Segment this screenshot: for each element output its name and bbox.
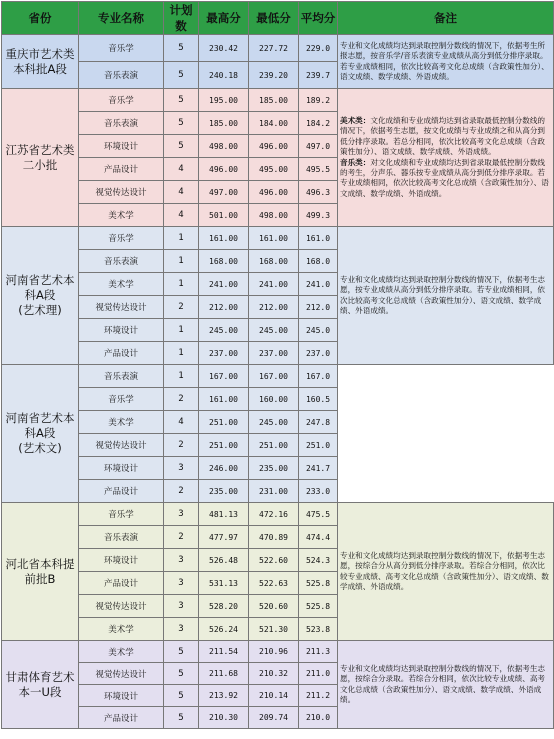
major-cell: 美术学 xyxy=(79,204,164,227)
avg-cell: 496.3 xyxy=(299,181,338,204)
major-cell: 视觉传达设计 xyxy=(79,595,164,618)
min-cell: 241.00 xyxy=(249,273,299,296)
max-cell: 501.00 xyxy=(199,204,249,227)
header-row xyxy=(2,2,554,35)
plan-cell: 3 xyxy=(164,549,199,572)
avg-cell: 211.2 xyxy=(299,685,338,707)
plan-cell: 5 xyxy=(164,112,199,135)
table-row xyxy=(2,388,554,411)
min-cell: 245.00 xyxy=(249,411,299,434)
group-henan-arts xyxy=(2,365,554,503)
max-cell: 251.00 xyxy=(199,434,249,457)
table-row xyxy=(2,457,554,480)
major-cell: 产品设计 xyxy=(79,158,164,181)
header-note: 备注 xyxy=(338,2,554,35)
note-title: 美术类： xyxy=(340,115,371,125)
min-cell: 245.00 xyxy=(249,319,299,342)
avg-cell: 251.0 xyxy=(299,434,338,457)
min-cell: 239.20 xyxy=(249,62,299,89)
avg-cell: 497.0 xyxy=(299,135,338,158)
avg-cell: 474.4 xyxy=(299,526,338,549)
admission-score-table xyxy=(1,1,554,729)
table-row xyxy=(2,411,554,434)
avg-cell: 211.0 xyxy=(299,663,338,685)
max-cell: 237.00 xyxy=(199,342,249,365)
min-cell: 522.60 xyxy=(249,549,299,572)
major-cell: 音乐表演 xyxy=(79,365,164,388)
max-cell: 230.42 xyxy=(199,35,249,62)
avg-cell: 210.0 xyxy=(299,707,338,729)
major-cell: 音乐表演 xyxy=(79,62,164,89)
plan-cell: 1 xyxy=(164,227,199,250)
max-cell: 497.00 xyxy=(199,181,249,204)
avg-cell: 237.0 xyxy=(299,342,338,365)
note-text: 对文化成绩和专业成绩均达到省录取最低控制分数线的考生，分声乐、器乐按专业成绩从高分到低分排序录取。若专业成绩相同，依次比较高考文化总成绩（含政策性加分）、语文成绩、数学成绩、外语成绩。 xyxy=(340,157,549,198)
avg-cell: 233.0 xyxy=(299,480,338,503)
plan-cell: 5 xyxy=(164,707,199,729)
plan-cell: 5 xyxy=(164,685,199,707)
major-cell: 音乐学 xyxy=(79,89,164,112)
min-cell: 495.00 xyxy=(249,158,299,181)
major-cell: 音乐学 xyxy=(79,35,164,62)
max-cell: 251.00 xyxy=(199,411,249,434)
avg-cell: 167.0 xyxy=(299,365,338,388)
plan-cell: 5 xyxy=(164,663,199,685)
max-cell: 211.68 xyxy=(199,663,249,685)
avg-cell: 247.8 xyxy=(299,411,338,434)
min-cell: 184.00 xyxy=(249,112,299,135)
group-henan-science xyxy=(2,227,554,365)
max-cell: 531.13 xyxy=(199,572,249,595)
max-cell: 161.00 xyxy=(199,227,249,250)
max-cell: 246.00 xyxy=(199,457,249,480)
min-cell: 160.00 xyxy=(249,388,299,411)
max-cell: 235.00 xyxy=(199,480,249,503)
plan-cell: 3 xyxy=(164,572,199,595)
avg-cell: 241.7 xyxy=(299,457,338,480)
table-row xyxy=(2,434,554,457)
max-cell: 526.48 xyxy=(199,549,249,572)
header-province: 省份 xyxy=(2,2,79,35)
province-cell: 河南省艺术本 科A段 (艺术理) xyxy=(2,227,79,365)
max-cell: 213.92 xyxy=(199,685,249,707)
plan-cell: 5 xyxy=(164,641,199,663)
plan-cell: 3 xyxy=(164,595,199,618)
major-cell: 环境设计 xyxy=(79,685,164,707)
major-cell: 环境设计 xyxy=(79,457,164,480)
major-cell: 环境设计 xyxy=(79,319,164,342)
max-cell: 168.00 xyxy=(199,250,249,273)
major-cell: 美术学 xyxy=(79,273,164,296)
header-avg: 平均分 xyxy=(299,2,338,35)
max-cell: 195.00 xyxy=(199,89,249,112)
plan-cell: 4 xyxy=(164,411,199,434)
table-row xyxy=(2,480,554,503)
note-title: 音乐类： xyxy=(340,157,371,167)
max-cell: 496.00 xyxy=(199,158,249,181)
plan-cell: 5 xyxy=(164,89,199,112)
note-cell xyxy=(338,89,554,227)
max-cell: 211.54 xyxy=(199,641,249,663)
major-cell: 视觉传达设计 xyxy=(79,663,164,685)
avg-cell: 524.3 xyxy=(299,549,338,572)
avg-cell: 168.0 xyxy=(299,250,338,273)
avg-cell: 241.0 xyxy=(299,273,338,296)
plan-cell: 5 xyxy=(164,135,199,158)
header-max: 最高分 xyxy=(199,2,249,35)
min-cell: 521.30 xyxy=(249,618,299,641)
major-cell: 音乐表演 xyxy=(79,526,164,549)
group-jiangsu xyxy=(2,89,554,227)
plan-cell: 2 xyxy=(164,526,199,549)
avg-cell: 239.7 xyxy=(299,62,338,89)
avg-cell: 212.0 xyxy=(299,296,338,319)
min-cell: 235.00 xyxy=(249,457,299,480)
major-cell: 美术学 xyxy=(79,641,164,663)
note-cell: 专业和文化成绩均达到录取控制分数线的情况下，依据考生志愿，按专业成绩从高分到低分排序录取。若专业成绩相同，依次比较高考文化总成绩（含政策性加分）、语文成绩、数学成绩、外语成绩。 xyxy=(338,227,554,365)
plan-cell: 1 xyxy=(164,319,199,342)
plan-cell: 2 xyxy=(164,480,199,503)
major-cell: 产品设计 xyxy=(79,707,164,729)
group-chongqing xyxy=(2,35,554,89)
avg-cell: 495.5 xyxy=(299,158,338,181)
plan-cell: 1 xyxy=(164,250,199,273)
major-cell: 产品设计 xyxy=(79,572,164,595)
plan-cell: 2 xyxy=(164,296,199,319)
province-cell: 江苏省艺术类二小批 xyxy=(2,89,79,227)
table-row xyxy=(2,365,554,388)
header-major: 专业名称 xyxy=(79,2,164,35)
major-cell: 音乐学 xyxy=(79,388,164,411)
avg-cell: 499.3 xyxy=(299,204,338,227)
plan-cell: 3 xyxy=(164,618,199,641)
avg-cell: 160.5 xyxy=(299,388,338,411)
avg-cell: 245.0 xyxy=(299,319,338,342)
plan-cell: 1 xyxy=(164,342,199,365)
min-cell: 185.00 xyxy=(249,89,299,112)
plan-cell: 1 xyxy=(164,273,199,296)
min-cell: 167.00 xyxy=(249,365,299,388)
header-min: 最低分 xyxy=(249,2,299,35)
min-cell: 209.74 xyxy=(249,707,299,729)
plan-cell: 1 xyxy=(164,365,199,388)
max-cell: 526.24 xyxy=(199,618,249,641)
major-cell: 视觉传达设计 xyxy=(79,296,164,319)
min-cell: 496.00 xyxy=(249,181,299,204)
max-cell: 498.00 xyxy=(199,135,249,158)
table-row xyxy=(2,89,554,112)
major-cell: 美术学 xyxy=(79,618,164,641)
plan-cell: 4 xyxy=(164,158,199,181)
table-row xyxy=(2,35,554,62)
avg-cell: 523.8 xyxy=(299,618,338,641)
major-cell: 视觉传达设计 xyxy=(79,434,164,457)
avg-cell: 525.8 xyxy=(299,595,338,618)
min-cell: 168.00 xyxy=(249,250,299,273)
major-cell: 美术学 xyxy=(79,411,164,434)
min-cell: 210.14 xyxy=(249,685,299,707)
min-cell: 522.63 xyxy=(249,572,299,595)
major-cell: 产品设计 xyxy=(79,480,164,503)
header-plan: 计划数 xyxy=(164,2,199,35)
avg-cell: 211.3 xyxy=(299,641,338,663)
major-cell: 环境设计 xyxy=(79,549,164,572)
max-cell: 481.13 xyxy=(199,503,249,526)
plan-cell: 5 xyxy=(164,35,199,62)
max-cell: 210.30 xyxy=(199,707,249,729)
min-cell: 470.89 xyxy=(249,526,299,549)
avg-cell: 184.2 xyxy=(299,112,338,135)
note-cell: 专业和文化成绩均达到录取控制分数线的情况下，依据考生志愿，按综合分从高分到低分排序录取。若综合分相同，依次比较专业成绩、高考文化总成绩（含政策性加分）、语文成绩、数学成绩、外语成绩。 xyxy=(338,503,554,641)
major-cell: 音乐表演 xyxy=(79,250,164,273)
min-cell: 212.00 xyxy=(249,296,299,319)
max-cell: 477.97 xyxy=(199,526,249,549)
max-cell: 185.00 xyxy=(199,112,249,135)
plan-cell: 5 xyxy=(164,62,199,89)
avg-cell: 229.0 xyxy=(299,35,338,62)
plan-cell: 2 xyxy=(164,434,199,457)
min-cell: 210.96 xyxy=(249,641,299,663)
note-text: 文化成绩和专业成绩均达到省录取最低控制分数线的情况下，依据考生志愿，按文化成绩与专业成绩之和从高分到低分排序录取。若总分相同，依次比较高考文化总成绩（含政策性加分）、语文成绩、数学成绩、外语成绩。 xyxy=(340,115,546,157)
table-row xyxy=(2,227,554,250)
max-cell: 240.18 xyxy=(199,62,249,89)
avg-cell: 189.2 xyxy=(299,89,338,112)
province-cell: 重庆市艺术类本科批A段 xyxy=(2,35,79,89)
major-cell: 音乐学 xyxy=(79,227,164,250)
group-hebei xyxy=(2,503,554,641)
min-cell: 237.00 xyxy=(249,342,299,365)
major-cell: 视觉传达设计 xyxy=(79,181,164,204)
max-cell: 161.00 xyxy=(199,388,249,411)
avg-cell: 525.8 xyxy=(299,572,338,595)
min-cell: 472.16 xyxy=(249,503,299,526)
min-cell: 231.00 xyxy=(249,480,299,503)
max-cell: 212.00 xyxy=(199,296,249,319)
province-cell: 河北省本科提 前批B xyxy=(2,503,79,641)
avg-cell: 161.0 xyxy=(299,227,338,250)
max-cell: 241.00 xyxy=(199,273,249,296)
max-cell: 167.00 xyxy=(199,365,249,388)
plan-cell: 2 xyxy=(164,388,199,411)
major-cell: 音乐学 xyxy=(79,503,164,526)
major-cell: 环境设计 xyxy=(79,135,164,158)
group-gansu xyxy=(2,641,554,729)
min-cell: 210.32 xyxy=(249,663,299,685)
min-cell: 227.72 xyxy=(249,35,299,62)
min-cell: 520.60 xyxy=(249,595,299,618)
plan-cell: 4 xyxy=(164,204,199,227)
avg-cell: 475.5 xyxy=(299,503,338,526)
plan-cell: 3 xyxy=(164,457,199,480)
plan-cell: 4 xyxy=(164,181,199,204)
major-cell: 产品设计 xyxy=(79,342,164,365)
plan-cell: 3 xyxy=(164,503,199,526)
province-cell: 河南省艺术本 科A段 (艺术文) xyxy=(2,365,79,503)
table-row xyxy=(2,503,554,526)
table-row xyxy=(2,641,554,663)
min-cell: 161.00 xyxy=(249,227,299,250)
note-cell: 专业和文化成绩均达到录取控制分数线的情况下，依据考生志愿，按综合分录取。若综合分相同，依次比较专业成绩、高考文化总成绩（含政策性加分）、语文成绩、数学成绩、外语成绩。 xyxy=(338,641,554,729)
min-cell: 496.00 xyxy=(249,135,299,158)
max-cell: 528.20 xyxy=(199,595,249,618)
min-cell: 251.00 xyxy=(249,434,299,457)
min-cell: 498.00 xyxy=(249,204,299,227)
note-cell: 专业和文化成绩均达到录取控制分数线的情况下，依据考生所报志愿，按音乐学/音乐表演专业成绩从高分到低分排序录取。若专业成绩相同，依次比较高考文化总成绩（含政策性加分）、语文成绩、数学成绩、外语成绩。 xyxy=(338,35,554,89)
max-cell: 245.00 xyxy=(199,319,249,342)
major-cell: 音乐表演 xyxy=(79,112,164,135)
province-cell: 甘肃体育艺术 本一U段 xyxy=(2,641,79,729)
